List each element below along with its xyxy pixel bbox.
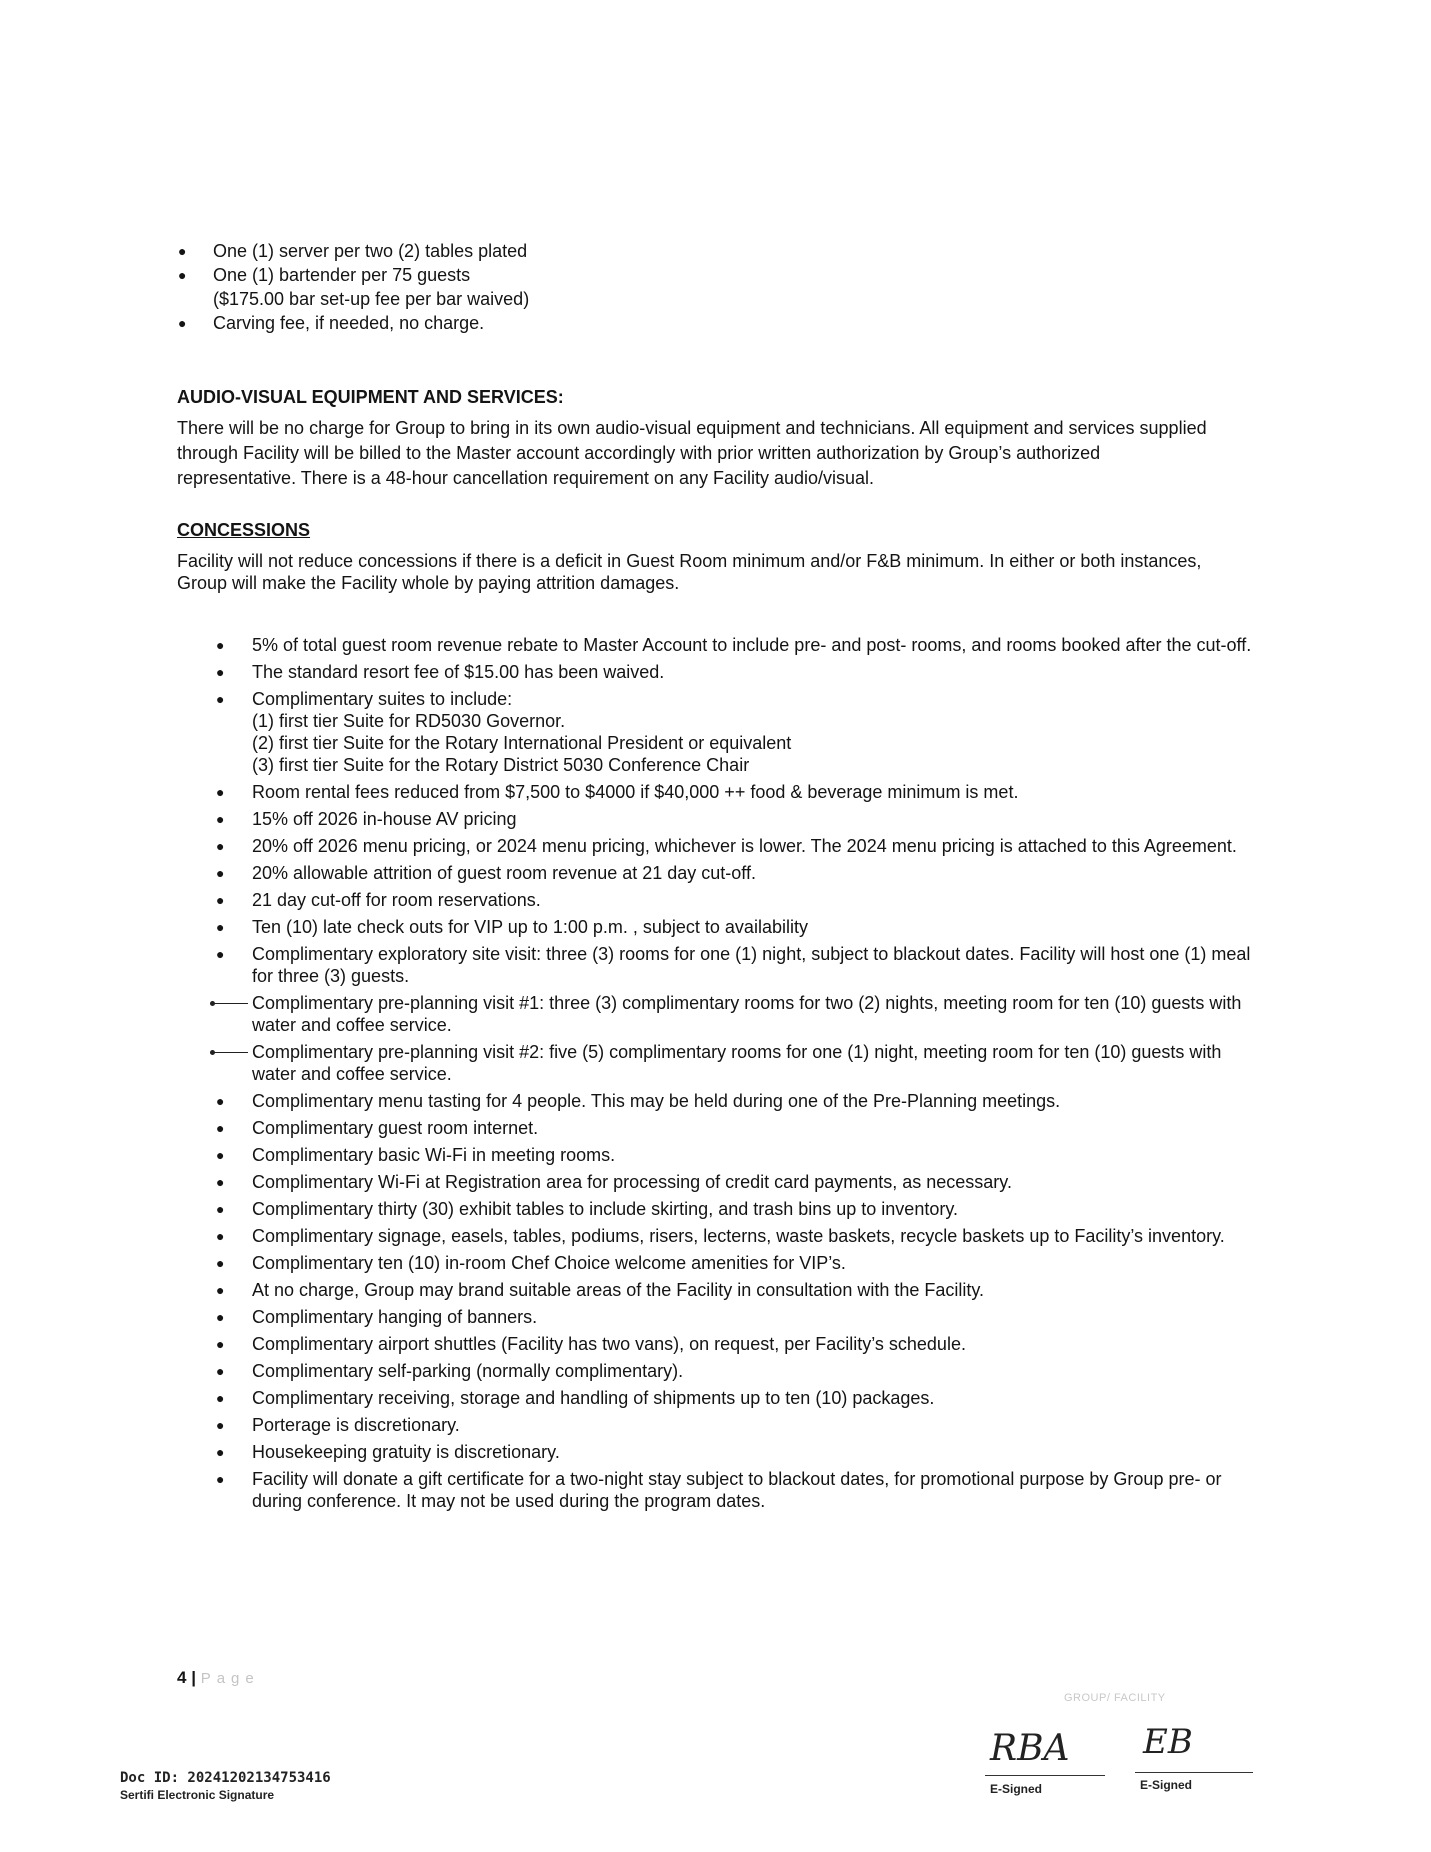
bullet-icon: ● [216,1201,225,1217]
list-item: ● Complimentary Wi-Fi at Registration area for processing of credit card payments, as necessary. [216,1172,1012,1192]
bullet-icon: ● [216,1471,225,1487]
bullet-icon: ● [216,1417,225,1433]
esigned-label: E-Signed [990,1782,1043,1796]
concessions-list [216,634,1262,1517]
list-item: ● At no charge, Group may brand suitable areas of the Facility in consultation with the Facility. [216,1280,985,1300]
list-item: ● Porterage is discretionary. [216,1415,460,1435]
signature-line [1135,1772,1253,1773]
list-item: ● Complimentary hanging of banners. [216,1307,538,1327]
list-item: Complimentary pre-planning visit #1: three (3) complimentary rooms for two (2) nights, meeting room for ten (10) guests with water and coffee service. [252,992,1262,1036]
signature-line [985,1775,1105,1776]
bullet-icon: ● [216,1093,225,1109]
bullet-icon: ● [216,892,225,908]
list-item: ● 20% off 2026 menu pricing, or 2024 menu pricing, whichever is lower. The 2024 menu pricing is attached to this Agreement. [216,836,1237,856]
list-item: ● 21 day cut-off for room reservations. [216,890,541,910]
staffing-list [178,239,530,335]
list-item: ● Complimentary signage, easels, tables, podiums, risers, lecterns, waste baskets, recycle baskets up to Facility’s inventory. [216,1226,1225,1246]
doc-id: Doc ID: 20241202134753416 [120,1770,331,1786]
bullet-icon: ● [178,243,187,259]
av-section-body: There will be no charge for Group to bring in its own audio-visual equipment and technicians. All equipment and services supplied through Facility will be billed to the Master account accordingly with prior written authorization by Group’s authorized representative. There is a 48-hour cancellation requirement on any Facility audio/visual. [177,418,1207,488]
group-facility-label: GROUP/ FACILITY [1064,1692,1166,1704]
bullet-icon: ● [216,1282,225,1298]
bullet-icon: ● [216,1444,225,1460]
bullet-icon: ● [216,1120,225,1136]
bullet-icon: ● [216,946,225,962]
bullet-icon: ● [216,664,225,680]
bullet-icon: ● [216,1147,225,1163]
list-item: ● Complimentary menu tasting for 4 people. This may be held during one of the Pre-Planning meetings. [216,1091,1061,1111]
list-item: ● Complimentary suites to include: (1) first tier Suite for RD5030 Governor. (2) first tier Suite for the Rotary International President or equivalent (3) first tier Suite for the Rotary District 5030 Conference Chair [252,688,1262,776]
list-item: Complimentary pre-planning visit #2: five (5) complimentary rooms for one (1) night, meeting room for ten (10) guests with water and coffee service. [252,1041,1262,1085]
bullet-icon: ● [216,1228,225,1244]
list-item: ● Complimentary basic Wi-Fi in meeting rooms. [216,1145,616,1165]
list-item: ● Complimentary ten (10) in-room Chef Choice welcome amenities for VIP’s. [216,1253,846,1273]
bullet-icon: ● [216,1174,225,1190]
bullet-icon: ● [216,637,225,653]
strikethrough-bullet-icon [210,1003,248,1004]
initials-signature-2: EB [1143,1722,1193,1762]
bullet-icon: ● [216,811,225,827]
bullet-icon: ● [216,919,225,935]
page-number: 4 | Page [177,1668,260,1687]
bullet-icon: ● [216,1336,225,1352]
list-item: ● Housekeeping gratuity is discretionary. [216,1442,560,1462]
doc-source: Sertifi Electronic Signature [120,1788,275,1802]
bullet-icon: ● [216,784,225,800]
list-item: ● Complimentary exploratory site visit: three (3) rooms for one (1) night, subject to blackout dates. Facility will host one (1) meal for three (3) guests. [216,944,1251,986]
list-item: ● Ten (10) late check outs for VIP up to 1:00 p.m. , subject to availability [216,917,808,937]
list-item: ● 5% of total guest room revenue rebate to Master Account to include pre- and post- rooms, and rooms booked after the cut-off. [216,635,1252,655]
bullet-icon: ● [216,838,225,854]
list-item: ● Room rental fees reduced from $7,500 to $4000 if $40,000 ++ food & beverage minimum is met. [216,782,1019,802]
list-item-subtext: ($175.00 bar set-up fee per bar waived) [213,289,530,309]
list-item: ● 20% allowable attrition of guest room revenue at 21 day cut-off. [216,863,756,883]
esigned-label: E-Signed [1140,1778,1193,1792]
suite-item: (1) first tier Suite for RD5030 Governor. [252,711,566,731]
bullet-icon: ● [216,1390,225,1406]
suite-item: (3) first tier Suite for the Rotary District 5030 Conference Chair [252,755,750,775]
bullet-icon: ● [216,691,225,707]
concessions-intro: Facility will not reduce concessions if there is a deficit in Guest Room minimum and/or F&B minimum. In either or both instances, Group will make the Facility whole by paying attrition damages. [177,551,1202,593]
suite-item: (2) first tier Suite for the Rotary International President or equivalent [252,733,792,753]
bullet-icon: ● [178,267,187,283]
av-section-heading: AUDIO-VISUAL EQUIPMENT AND SERVICES: [177,387,564,407]
list-item: ● One (1) server per two (2) tables plated [178,241,528,261]
list-item: ● Carving fee, if needed, no charge. [178,313,485,333]
list-item: ● Facility will donate a gift certificate for a two-night stay subject to blackout dates, for promotional purpose by Group pre- or during conference. It may not be used during the program dates. [216,1469,1222,1511]
list-item: ● One (1) bartender per 75 guests ($175.00 bar set-up fee per bar waived) [178,265,530,309]
concessions-heading: CONCESSIONS [177,520,311,540]
list-item: ● Complimentary guest room internet. [216,1118,539,1138]
strikethrough-bullet-icon [210,1052,248,1053]
list-item: ● The standard resort fee of $15.00 has been waived. [216,662,665,682]
bullet-icon: ● [178,315,187,331]
bullet-icon: ● [216,1363,225,1379]
list-item: ● 15% off 2026 in-house AV pricing [216,809,517,829]
list-item: ● Complimentary thirty (30) exhibit tables to include skirting, and trash bins up to inventory. [216,1199,958,1219]
initials-signature-1: RBA [990,1728,1070,1769]
list-item: ● Complimentary airport shuttles (Facility has two vans), on request, per Facility’s schedule. [216,1334,966,1354]
bullet-icon: ● [216,865,225,881]
bullet-icon: ● [216,1255,225,1271]
bullet-icon: ● [216,1309,225,1325]
list-item: ● Complimentary self-parking (normally complimentary). [216,1361,684,1381]
list-item: ● Complimentary receiving, storage and handling of shipments up to ten (10) packages. [216,1388,935,1408]
